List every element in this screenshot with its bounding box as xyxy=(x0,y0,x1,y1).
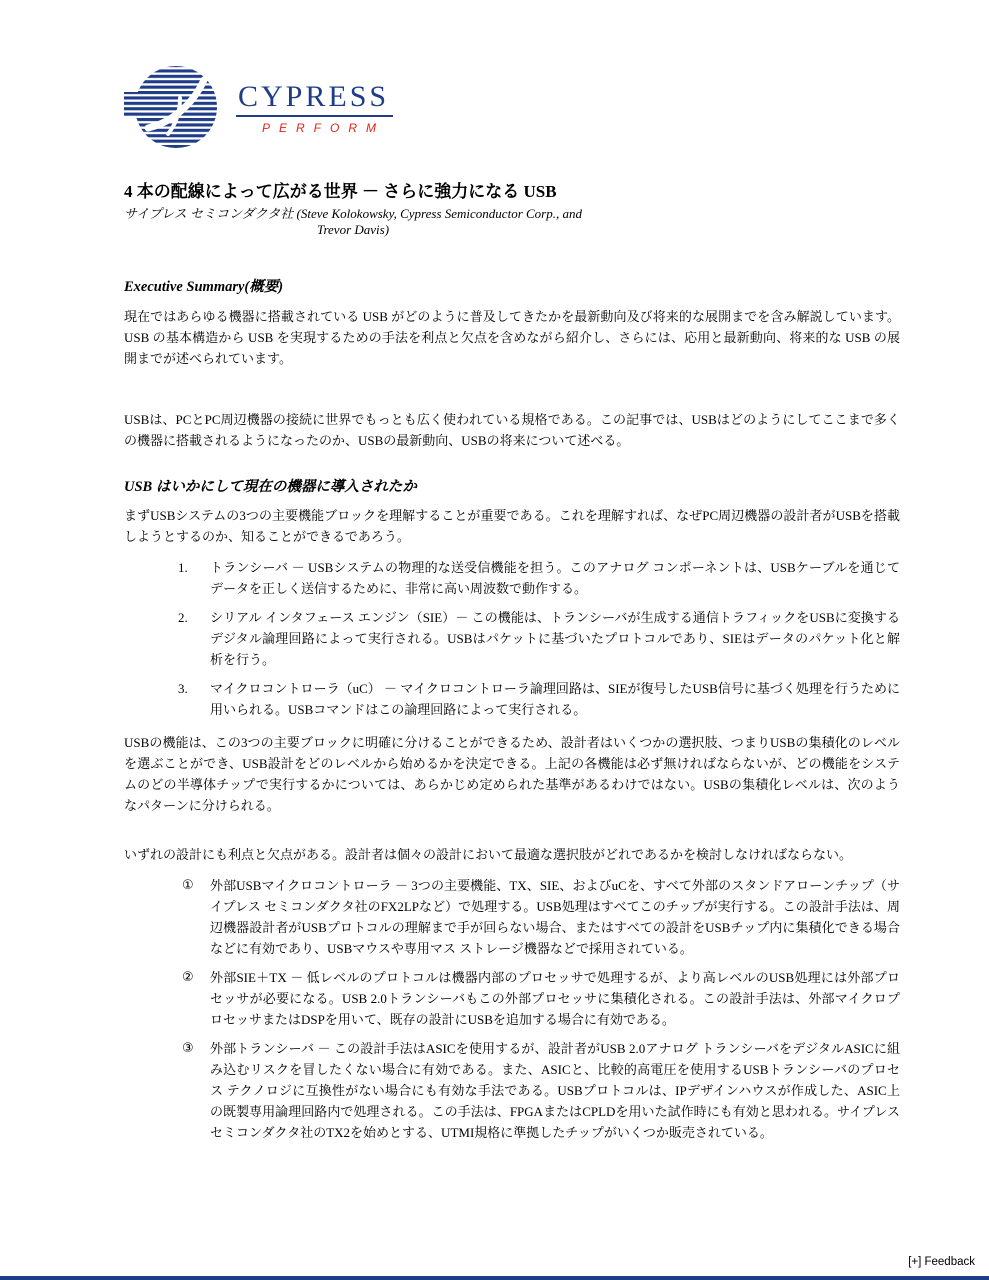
list-item xyxy=(124,967,900,1030)
design-patterns-list xyxy=(124,875,900,1143)
list-item-text: 外部USBマイクロコントローラ － 3つの主要機能、TX、SIE、およびuCを、すべて外部のスタンドアローンチップ（サイプレス セミコンダクタ社のFX2LPなど）で処理する。USB処理はすべてこのチップが実行する。この設計手法は、周辺機器設計者がUSBプロトコルの理解まで手が回らない場合、またはすべての設計をUSBチップ内に集積化できる場合などに有効であり、USBマウスや専用マス ストレージ機器などで採用されている。 xyxy=(210,878,900,956)
cypress-globe-icon xyxy=(124,64,228,150)
usb-section-heading: USB はいかにして現在の機器に導入されたか xyxy=(124,479,417,495)
usb-intro-paragraph: まずUSBシステムの3つの主要機能ブロックを理解することが重要である。これを理解すれば、なぜPC周辺機器の設計者がUSBを搭載しようとするのか、知ることができるであろう。 xyxy=(124,508,900,544)
list-item-text: 外部SIE＋TX － 低レベルのプロトコルは機器内部のプロセッサで処理するが、より高レベルのUSB処理には外部プロセッサが必要になる。USB 2.0トランシーバもこの外部プロセッサに集積化される。この設計手法は、外部マイクロプロセッサまたはDSPを用いて、既存の設計にUSBを追加する場合に有効である。 xyxy=(210,970,900,1027)
circled-number-icon: ③ xyxy=(182,1041,194,1056)
circled-number-icon: ① xyxy=(182,878,194,893)
cypress-logo xyxy=(124,64,900,150)
list-item-text: 外部トランシーバ － この設計手法はASICを使用するが、設計者がUSB 2.0アナログ トランシーバをデジタルASICに組み込むリスクを冒したくない場合に有効である。また、ASICと、比較的高電圧を使用するUSBトランシーバのプロセス テクノロジに互換性がない場合にも有効な手法である。USBプロトコルは、IPデザインハウスが作成した、ASIC上の既製専用論理回路内で処理される。この手法は、FPGAまたはCPLDを用いた試作時にも有効と思われる。サイプレス セミコンダクタ社のTX2を始めとする、UTMI規格に準拠したチップがいくつか販売されている。 xyxy=(210,1041,900,1140)
circled-number-icon: ② xyxy=(182,970,194,985)
intro-paragraph: USBは、PCとPC周辺機器の接続に世界でもっとも広く使われている規格である。この記事では、USBはどのようにしてここまで多くの機器に搭載されるようになったのか、USBの最新動向、USBの将来について述べる。 xyxy=(124,412,900,448)
integration-levels-paragraph: USBの機能は、この3つの主要ブロックに明確に分けることができるため、設計者はいくつかの選択肢、つまりUSBの集積化のレベルを選ぶことができ、USB設計をどのレベルから始めるかを決定できる。上記の各機能は必ず無ければならないが、どの機能をシステムのどの半導体チップで実行するかについては、あらかじめ定められた基準があるわけではない。USBの集積化レベルは、次のようなパターンに分けられる。 xyxy=(124,735,900,813)
byline-line2: Trevor Davis) xyxy=(316,222,390,237)
byline-line1: サイプレス セミコンダクタ社 (Steve Kolokowsky, Cypress Semiconductor Corp., and xyxy=(124,206,582,221)
brand-name: CYPRESS xyxy=(236,80,393,117)
pros-cons-paragraph: いずれの設計にも利点と欠点がある。設計者は個々の設計において最適な選択肢がどれであるかを検討しなければならない。 xyxy=(124,847,853,862)
byline xyxy=(124,206,582,238)
list-item-text: マイクロコントローラ（uC） － マイクロコントローラ論理回路は、SIEが復号したUSB信号に基づく処理を行うために用いられる。USBコマンドはこの論理回路によって実行される。 xyxy=(210,681,900,717)
exec-summary-paragraph: 現在ではあらゆる機器に搭載されている USB がどのように普及してきたかを最新動向及び将来的な展開までを含み解説しています。USB の基本構造から USB を実現するための手法を利点と欠点を含めながら紹介し、さらには、応用と最新動向、将来的な USB の展開までが述べられています。 xyxy=(124,309,900,366)
exec-summary-heading: Executive Summary(概要) xyxy=(124,279,284,295)
brand-tagline: PERFORM xyxy=(262,121,385,135)
list-item xyxy=(124,607,900,670)
list-item xyxy=(124,557,900,599)
cypress-wordmark xyxy=(236,80,393,135)
list-item xyxy=(124,678,900,720)
list-item-number: 3. xyxy=(178,681,188,696)
list-item-number: 1. xyxy=(178,560,188,575)
list-item xyxy=(124,1038,900,1143)
list-item-text: シリアル インタフェース エンジン（SIE）－ この機能は、トランシーバが生成する通信トラフィックをUSBに変換するデジタル論理回路によって実行される。USBはパケットに基づいたプロトコルであり、SIEはデータのパケット化と解析を行う。 xyxy=(210,610,900,667)
list-item xyxy=(124,875,900,959)
list-item-number: 2. xyxy=(178,610,188,625)
list-item-text: トランシーバ － USBシステムの物理的な送受信機能を担う。このアナログ コンポーネントは、USBケーブルを通じてデータを正しく送信するために、非常に高い周波数で動作する。 xyxy=(210,560,900,596)
page-title: 4 本の配線によって広がる世界 － さらに強力になる USB xyxy=(124,182,557,201)
usb-function-blocks-list xyxy=(124,557,900,720)
feedback-link[interactable]: [+] Feedback xyxy=(908,1256,975,1268)
